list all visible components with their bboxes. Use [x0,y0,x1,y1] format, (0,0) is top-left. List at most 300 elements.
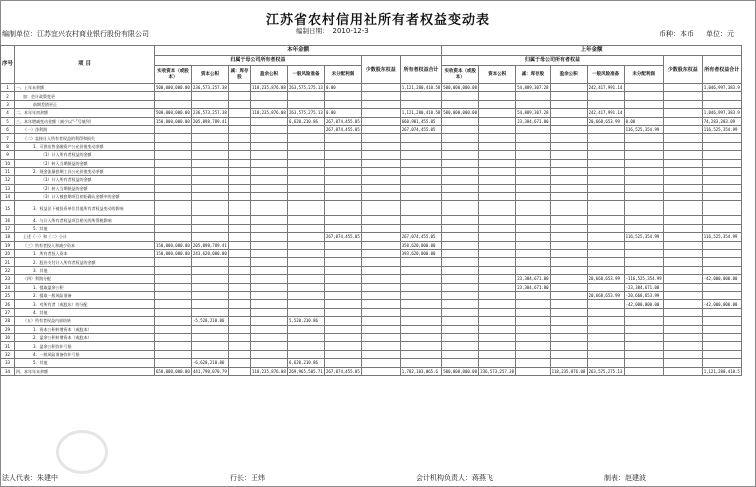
prev-minority-cell [663,201,702,216]
cur-treasury-stock-cell [229,291,251,299]
cur-undistributed-cell [325,92,362,100]
cur-capital-reserve-cell [192,176,229,184]
cur-minority-cell [361,359,400,367]
cur-undistributed-cell: 0.00 [325,84,362,92]
cur-undistributed-cell [325,325,362,333]
cur-surplus-reserve-cell [251,142,288,150]
cur-minority-cell [361,100,400,108]
row-number: 25 [1,291,15,299]
cur-general-risk-cell: 263,575,275.13 [289,85,323,91]
cur-general-risk-cell [288,258,325,266]
cur-treasury-stock-cell [229,224,251,232]
prev-paid-in-capital-cell [442,317,479,325]
prev-undistributed-cell [624,241,663,249]
row-number: 23 [1,275,15,283]
cur-paid-in-capital-cell: 150,000,000.00 [156,251,190,257]
header-prev-total: 所有者权益合计 [702,56,741,84]
cur-treasury-stock-cell [229,367,251,375]
cur-undistributed-cell [325,142,362,150]
prev-capital-reserve-cell [479,283,516,291]
prev-undistributed-cell: 0.00 [624,117,663,125]
prev-capital-reserve-cell [479,92,516,100]
cur-paid-in-capital-cell [155,201,192,216]
prev-minority-cell [663,300,702,308]
cur-treasury-stock-cell [229,92,251,100]
cur-total-cell [400,159,442,167]
cur-treasury-stock-cell [229,350,251,358]
prev-treasury-stock-cell [516,134,550,142]
prev-general-risk-cell [587,325,624,333]
row-number: 3 [1,100,15,108]
cur-undistributed-cell [325,359,362,367]
table-row [1,367,742,375]
cur-treasury-stock-cell [229,201,251,216]
cur-paid-in-capital-cell [155,159,192,167]
cur-paid-in-capital-cell [155,193,192,201]
row-number: 32 [1,350,15,358]
row-item-label: 前期差错更正 [15,100,155,108]
prev-minority-cell [663,291,702,299]
prev-treasury-stock-cell [516,342,550,350]
row-number: 29 [1,325,15,333]
cur-minority-cell [361,201,400,216]
row-item-label: 2．股份支付计入所有者权益的金额 [15,258,155,266]
row-item-label: 1．资本公积转增资本（或股本） [15,325,155,333]
cur-minority-cell [361,283,400,291]
prev-capital-reserve-cell [479,258,516,266]
table-row [1,134,742,142]
cur-capital-reserve-cell [192,100,229,108]
prev-capital-reserve-cell [479,142,516,150]
prev-total-cell [702,317,741,325]
prev-undistributed-cell [624,134,663,142]
cur-surplus-reserve-cell [251,184,288,192]
prev-minority-cell [663,184,702,192]
cur-minority-cell [361,84,400,92]
cur-capital-reserve-cell [192,134,229,142]
prev-capital-reserve-cell [479,167,516,175]
prev-total-cell [702,216,741,224]
row-item-label: 加：会计政策变更 [15,92,155,100]
prev-undistributed-cell [624,176,663,184]
row-number: 31 [1,342,15,350]
prev-total-cell [702,159,741,167]
prev-total-cell [702,325,741,333]
row-item-label: 3．其他 [15,266,155,274]
cur-total-cell [400,134,442,142]
prev-general-risk-cell: 20,668,653.99 [587,291,624,299]
prev-minority-cell [663,224,702,232]
prev-treasury-stock-cell: 23,384,671.00 [517,118,549,124]
prev-undistributed-cell [624,100,663,108]
table-row [1,176,742,184]
prev-treasury-stock-cell [516,176,550,184]
cur-total-cell: 1,121,280,410.58 [401,85,441,91]
prev-general-risk-cell [587,333,624,341]
row-number: 5 [1,117,15,125]
prev-general-risk-cell [587,167,624,175]
cur-treasury-stock-cell [229,216,251,224]
table-row [1,125,742,133]
cur-total-cell [400,176,442,184]
cur-general-risk-cell [288,342,325,350]
header-prev-general-risk: 一般风险准备 [587,66,624,84]
prev-minority-cell [663,250,702,258]
prev-general-risk-cell [587,359,624,367]
cur-capital-reserve-cell [192,233,229,241]
cur-minority-cell [361,241,400,249]
table-row [1,142,742,150]
table-row [1,184,742,192]
prev-surplus-reserve-cell [550,125,587,133]
prev-treasury-stock-cell [516,258,550,266]
prev-total-cell [702,283,741,291]
prev-surplus-reserve-cell [550,201,587,216]
prev-total-cell: 1,121,280,410.5 [703,368,740,374]
cur-paid-in-capital-cell [155,233,192,241]
cur-undistributed-cell [325,250,362,258]
prev-surplus-reserve-cell [550,250,587,258]
cur-treasury-stock-cell [229,317,251,325]
row-item-label: 2．盈余公积转增资本（或股本） [15,333,155,341]
cur-surplus-reserve-cell: 118,235,876.08 [252,85,286,91]
cur-surplus-reserve-cell [251,216,288,224]
cur-paid-in-capital-cell [155,266,192,274]
row-number: 11 [1,167,15,175]
header-prev-parent-equity: 归属于母公司所有者权益 [442,56,663,66]
prev-capital-reserve-cell [479,151,516,159]
cur-total-cell [400,266,442,274]
cur-total-cell: 358,620,000.00 [400,241,442,249]
header-row-1 [1,46,742,56]
header-row-no: 序号 [1,46,15,84]
cur-minority-cell [361,167,400,175]
table-row [1,258,742,266]
table-row [1,109,742,117]
prev-undistributed-cell [624,159,663,167]
cur-capital-reserve-cell [192,333,229,341]
header-cur-general-risk: 一般风险准备 [288,66,325,84]
cur-treasury-stock-cell [229,159,251,167]
cur-undistributed-cell [325,258,362,266]
prev-minority-cell [663,216,702,224]
row-number: 33 [1,359,15,367]
prev-capital-reserve-cell [479,109,516,117]
prev-undistributed-cell [624,333,663,341]
prev-general-risk-cell [587,100,624,108]
cur-paid-in-capital-cell [155,216,192,224]
row-number: 8 [1,142,15,150]
row-item-label: 三、本年增减变动金额（减少以“-”号填列） [15,117,155,125]
prev-total-cell [702,258,741,266]
report-title: 江苏省农村信用社所有者权益变动表 [265,13,490,28]
cur-treasury-stock-cell [229,117,251,125]
cur-total-cell [400,359,442,367]
cur-total-cell [400,308,442,316]
prev-paid-in-capital-cell [442,142,479,150]
prev-minority-cell [663,125,702,133]
prev-undistributed-cell [624,350,663,358]
cur-treasury-stock-cell [229,342,251,350]
cur-capital-reserve-cell [192,193,229,201]
prev-paid-in-capital-cell [442,151,479,159]
footer-president: 行长：王炜 [230,474,265,482]
cur-surplus-reserve-cell [251,167,288,175]
cur-capital-reserve-cell: -6,620,210.86 [192,359,229,367]
prev-total-cell: -42,000,000.00 [702,300,741,308]
row-item-label: （2）转入当期损益的金额 [15,159,155,167]
cur-general-risk-cell [288,159,325,167]
prev-undistributed-cell [624,216,663,224]
prev-paid-in-capital-cell [442,176,479,184]
prev-minority-cell [663,117,702,125]
cur-general-risk-cell [288,241,325,249]
prev-capital-reserve-cell [479,134,516,142]
cur-minority-cell [361,134,400,142]
cur-undistributed-cell [325,275,362,283]
prev-treasury-stock-cell [516,193,550,201]
prev-total-cell [702,342,741,350]
prev-capital-reserve-cell [479,333,516,341]
prev-surplus-reserve-cell [550,350,587,358]
cur-general-risk-cell [288,134,325,142]
prev-surplus-reserve-cell [550,167,587,175]
prev-undistributed-cell [624,167,663,175]
prev-surplus-reserve-cell [550,241,587,249]
prev-surplus-reserve-cell [550,317,587,325]
prev-minority-cell [663,92,702,100]
cur-capital-reserve-cell [192,291,229,299]
cur-paid-in-capital-cell [155,224,192,232]
cur-treasury-stock-cell [229,241,251,249]
prev-treasury-stock-cell [516,151,550,159]
prev-paid-in-capital-cell [442,258,479,266]
prev-minority-cell [663,84,702,92]
row-item-label: 二、本年年初余额 [15,109,155,117]
row-item-label: （五）所有者权益内部结转 [15,317,155,325]
row-item-label: （四）利润分配 [15,275,155,283]
row-number: 21 [1,258,15,266]
prev-general-risk-cell [587,224,624,232]
cur-paid-in-capital-cell [155,258,192,266]
cur-surplus-reserve-cell [251,300,288,308]
footer-legal-rep: 法人代表：朱建中 [2,474,58,482]
prev-undistributed-cell [624,308,663,316]
prev-total-cell: 1,046,997,383.9 [703,85,740,91]
cur-total-cell [400,317,442,325]
row-item-label: 4．一般风险准备弥补亏损 [15,350,155,358]
prev-total-cell [702,201,741,216]
cur-minority-cell [361,300,400,308]
cur-surplus-reserve-cell [251,233,288,241]
cur-surplus-reserve-cell [251,134,288,142]
cur-undistributed-cell [325,167,362,175]
cur-total-cell [400,92,442,100]
cur-undistributed-cell [325,350,362,358]
cur-undistributed-cell [325,216,362,224]
cur-undistributed-cell: 0.00 [325,109,362,117]
cur-surplus-reserve-cell: 118,235,876.08 [252,368,286,374]
cur-minority-cell [361,117,400,125]
prev-treasury-stock-cell [516,250,550,258]
cur-surplus-reserve-cell [251,250,288,258]
cur-total-cell [400,275,442,283]
prev-total-cell: 1,046,997,383.9 [703,110,740,116]
cur-treasury-stock-cell [229,308,251,316]
cur-treasury-stock-cell [229,258,251,266]
cur-surplus-reserve-cell [251,159,288,167]
prev-paid-in-capital-cell [442,224,479,232]
cur-paid-in-capital-cell [155,176,192,184]
cur-treasury-stock-cell [229,250,251,258]
row-item-label: 2．现金流量套期工具公允价值变动净额 [15,167,155,175]
cur-total-cell [400,350,442,358]
row-number: 7 [1,134,15,142]
prev-undistributed-cell: -116,525,354.99 [625,276,662,282]
table-row [1,233,742,241]
cur-total-cell: 267,074,455.05 [400,233,442,241]
cur-total-cell: 1,121,280,410.58 [401,110,441,116]
prev-paid-in-capital-cell [442,300,479,308]
row-item-label: 上述（一）和（二）小计 [15,233,155,241]
prev-undistributed-cell [624,84,663,92]
row-item-label: （1）计入所有者权益的金额 [15,176,155,184]
header-prev-paid-in-capital: 实收资本（或股本） [442,66,479,84]
prev-general-risk-cell [587,201,624,216]
prev-paid-in-capital-cell [442,184,479,192]
prev-general-risk-cell [587,258,624,266]
table-row [1,350,742,358]
currency-label: 币种：本币 [659,30,694,38]
table-row [1,283,742,291]
prev-paid-in-capital-cell [442,117,479,125]
prev-treasury-stock-cell [516,233,550,241]
cur-paid-in-capital-cell [155,291,192,299]
cur-minority-cell [361,233,400,241]
header-prev-undistributed: 未分配利润 [624,66,663,84]
prev-treasury-stock-cell [516,266,550,274]
cur-total-cell [400,216,442,224]
cur-minority-cell [361,109,400,117]
prev-surplus-reserve-cell [550,308,587,316]
cur-surplus-reserve-cell [251,317,288,325]
table-row [1,193,742,201]
prev-undistributed-cell [624,266,663,274]
prev-paid-in-capital-cell [442,291,479,299]
cur-minority-cell [361,184,400,192]
prev-surplus-reserve-cell [550,216,587,224]
table-row [1,266,742,274]
cur-total-cell [400,193,442,201]
cur-treasury-stock-cell [229,109,251,117]
prev-capital-reserve-cell [479,359,516,367]
cur-capital-reserve-cell: -5,520,210.86 [192,317,229,325]
row-number: 17 [1,224,15,232]
row-item-label: （三）所有者投入和减少资本 [15,241,155,249]
prev-treasury-stock-cell [516,216,550,224]
prev-minority-cell [663,176,702,184]
prev-capital-reserve-cell: 236,573,257.38 [480,368,514,374]
prev-surplus-reserve-cell [550,283,587,291]
prev-general-risk-cell [587,176,624,184]
header-cur-undistributed: 未分配利润 [325,66,362,84]
cur-minority-cell [361,350,400,358]
prev-undistributed-cell [624,142,663,150]
prev-treasury-stock-cell [516,201,550,216]
cur-minority-cell [361,159,400,167]
prev-surplus-reserve-cell [550,193,587,201]
prev-general-risk-cell [587,193,624,201]
prev-treasury-stock-cell [516,92,550,100]
prev-minority-cell [663,308,702,316]
prev-surplus-reserve-cell [550,342,587,350]
cur-treasury-stock-cell [229,283,251,291]
row-item-label: 1．可供出售金融资产公允价值变动净额 [15,142,155,150]
table-row [1,241,742,249]
prev-treasury-stock-cell: 23,384,671.00 [517,276,549,282]
row-number: 30 [1,333,15,341]
prev-general-risk-cell [587,142,624,150]
prev-capital-reserve-cell [479,100,516,108]
cur-surplus-reserve-cell [251,291,288,299]
row-item-label: 3．对所有者（或股东）的分配 [15,300,155,308]
prev-general-risk-cell [587,308,624,316]
cur-general-risk-cell: 269,965,505.71 [289,368,323,374]
cur-general-risk-cell [288,142,325,150]
prev-total-cell [702,92,741,100]
row-number: 27 [1,308,15,316]
cur-capital-reserve-cell [192,201,229,216]
cur-general-risk-cell [288,300,325,308]
cur-minority-cell [361,333,400,341]
row-number: 26 [1,300,15,308]
cur-general-risk-cell [288,201,325,216]
cur-treasury-stock-cell [229,275,251,283]
cur-paid-in-capital-cell: 150,000,000.00 [156,118,190,124]
prev-minority-cell [663,159,702,167]
cur-capital-reserve-cell [192,308,229,316]
prev-minority-cell [663,258,702,266]
cur-undistributed-cell [325,184,362,192]
row-number: 34 [1,367,15,375]
prev-undistributed-cell [624,342,663,350]
row-number: 13 [1,184,15,192]
cur-general-risk-cell [288,291,325,299]
prev-minority-cell [663,100,702,108]
row-item-label: （二）直接计入所有者权益的利得和损失 [15,134,155,142]
prev-minority-cell [663,317,702,325]
cur-capital-reserve-cell [192,92,229,100]
cur-minority-cell [361,342,400,350]
cur-paid-in-capital-cell [155,100,192,108]
row-item-label: （1）计入所有者权益的金额 [15,151,155,159]
cur-surplus-reserve-cell [251,283,288,291]
row-number: 22 [1,266,15,274]
cur-surplus-reserve-cell [251,258,288,266]
table-row [1,291,742,299]
cur-undistributed-cell [325,308,362,316]
cur-general-risk-cell: 6,620,210.86 [288,359,325,367]
cur-capital-reserve-cell: 236,573,257.38 [193,110,227,116]
prev-total-cell [702,350,741,358]
cur-paid-in-capital-cell: 150,000,000.00 [156,242,190,248]
cur-paid-in-capital-cell [155,92,192,100]
prev-paid-in-capital-cell [442,308,479,316]
prev-capital-reserve-cell [479,342,516,350]
prev-surplus-reserve-cell [550,92,587,100]
cur-paid-in-capital-cell [155,275,192,283]
cur-minority-cell [361,291,400,299]
